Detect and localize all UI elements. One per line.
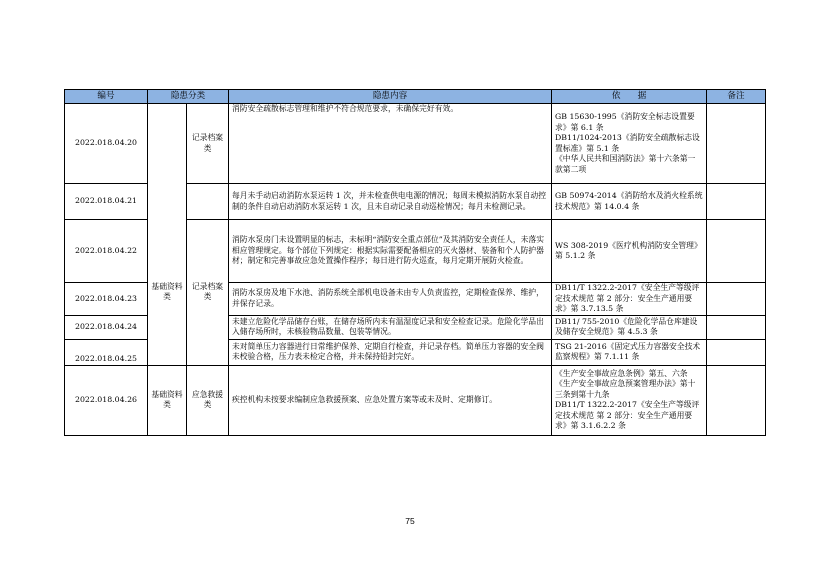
table-header-row bbox=[65, 90, 766, 104]
row-content: 未对简单压力容器进行日常维护保养、定期自行检查，并记录存档。简单压力容器的安全阀未校验合格，压力表未检定合格，并未保持铅封完好。 bbox=[229, 339, 552, 365]
row-category-blank bbox=[187, 184, 229, 220]
row-id: 2022.018.04.25 bbox=[65, 339, 148, 365]
row-group-blank bbox=[148, 104, 187, 184]
row-basis bbox=[552, 365, 707, 435]
group-basic-data: 基础资料类 bbox=[148, 220, 187, 366]
table-row bbox=[65, 184, 766, 220]
basis-line: GB 15630-1995《消防安全标志设置要求》第 6.1 条 bbox=[555, 112, 695, 132]
row-id: 2022.018.04.20 bbox=[65, 104, 148, 184]
hazard-table bbox=[64, 89, 766, 436]
row-basis bbox=[552, 104, 707, 184]
row-basis: DB11/T 1322.2-2017《安全生产等级评定技术规范 第 2 部分：安全生产通用要求》第 3.7.13.5 条 bbox=[552, 283, 707, 316]
row-content: 每月未手动启动消防水泵运转 1 次，并未检查供电电源的情况；每周未模拟消防水泵自动控制的条件自动启动消防水泵运转 1 次，且未自动记录自动巡检情况；每月未检测记录。 bbox=[229, 184, 552, 220]
table-row bbox=[65, 220, 766, 283]
row-remark bbox=[707, 283, 766, 316]
table-row bbox=[65, 365, 766, 435]
group-records: 记录档案类 bbox=[187, 220, 229, 366]
row-basis: WS 308-2019《医疗机构消防安全管理》第 5.1.2 条 bbox=[552, 220, 707, 283]
row-basis: TSG 21-2016《固定式压力容器安全技术监察规程》第 7.1.11 条 bbox=[552, 339, 707, 365]
row-remark bbox=[707, 184, 766, 220]
row-group-blank bbox=[148, 184, 187, 220]
row-id: 2022.018.04.26 bbox=[65, 365, 148, 435]
header-basis: 依 据 bbox=[552, 90, 707, 104]
row-id: 2022.018.04.24 bbox=[65, 315, 148, 339]
row-id: 2022.018.04.21 bbox=[65, 184, 148, 220]
basis-line: 《中华人民共和国消防法》第十六条第一款第二项 bbox=[555, 154, 696, 174]
row-content: 消防水泵房门未设置明显的标志，未标明“消防安全重点部位”及其消防安全责任人，未落实相应管理规定。每个部位下列规定：根据实际需要配备相应的灭火器材、装备和个人防护器材；制定和完善事故应急处置操作程序；每日进行防火巡查，每月定期开展防火检查。 bbox=[229, 220, 552, 283]
header-remark: 备注 bbox=[707, 90, 766, 104]
row-remark bbox=[707, 315, 766, 339]
row-remark bbox=[707, 365, 766, 435]
group-basic-data: 基础资料类 bbox=[148, 365, 187, 435]
row-content: 疾控机构未按要求编制应急救援预案、应急处置方案等或未及时、定期修订。 bbox=[229, 365, 552, 435]
row-remark bbox=[707, 104, 766, 184]
row-id: 2022.018.04.22 bbox=[65, 220, 148, 283]
header-category: 隐患分类 bbox=[148, 90, 229, 104]
group-emergency: 应急救援类 bbox=[187, 365, 229, 435]
row-id: 2022.018.04.23 bbox=[65, 283, 148, 316]
row-content: 消防水泵房及地下水池、消防系统全部机电设备未由专人负责监控，定期检查保养、维护，并保存记录。 bbox=[229, 283, 552, 316]
row-remark bbox=[707, 339, 766, 365]
row-remark bbox=[707, 220, 766, 283]
row-basis: DB11/ 755-2010《危险化学品仓库建设及储存安全规范》第 4.5.3 条 bbox=[552, 315, 707, 339]
row-category: 记录档案类 bbox=[187, 104, 229, 184]
table-row bbox=[65, 104, 766, 184]
page-number: 75 bbox=[405, 516, 415, 526]
row-content: 消防安全疏散标志管理和维护不符合规范要求，未确保完好有效。 bbox=[229, 104, 552, 184]
basis-line: 《生产安全事故应急预案管理办法》第十三条到第十九条 bbox=[555, 379, 696, 399]
basis-line: 《生产安全事故应急条例》第五、六条 bbox=[555, 368, 688, 378]
basis-line: DB11/T 1322.2-2017《安全生产等级评定技术规范 第 2 部分：安全生产通用要求》第 3.1.6.2.2 条 bbox=[555, 400, 700, 430]
header-content: 隐患内容 bbox=[229, 90, 552, 104]
basis-line: DB11/1024-2013《消防安全疏散标志设置标准》第 5.1 条 bbox=[555, 133, 700, 153]
header-id: 编号 bbox=[65, 90, 148, 104]
row-content: 未建立危险化学品储存台账，在储存场所内未有温湿度记录和安全检查记录。危险化学品出入储存场所时，未核验物品数量、包装等情况。 bbox=[229, 315, 552, 339]
row-basis: GB 50974-2014《消防给水及消火栓系统技术规范》第 14.0.4 条 bbox=[552, 184, 707, 220]
